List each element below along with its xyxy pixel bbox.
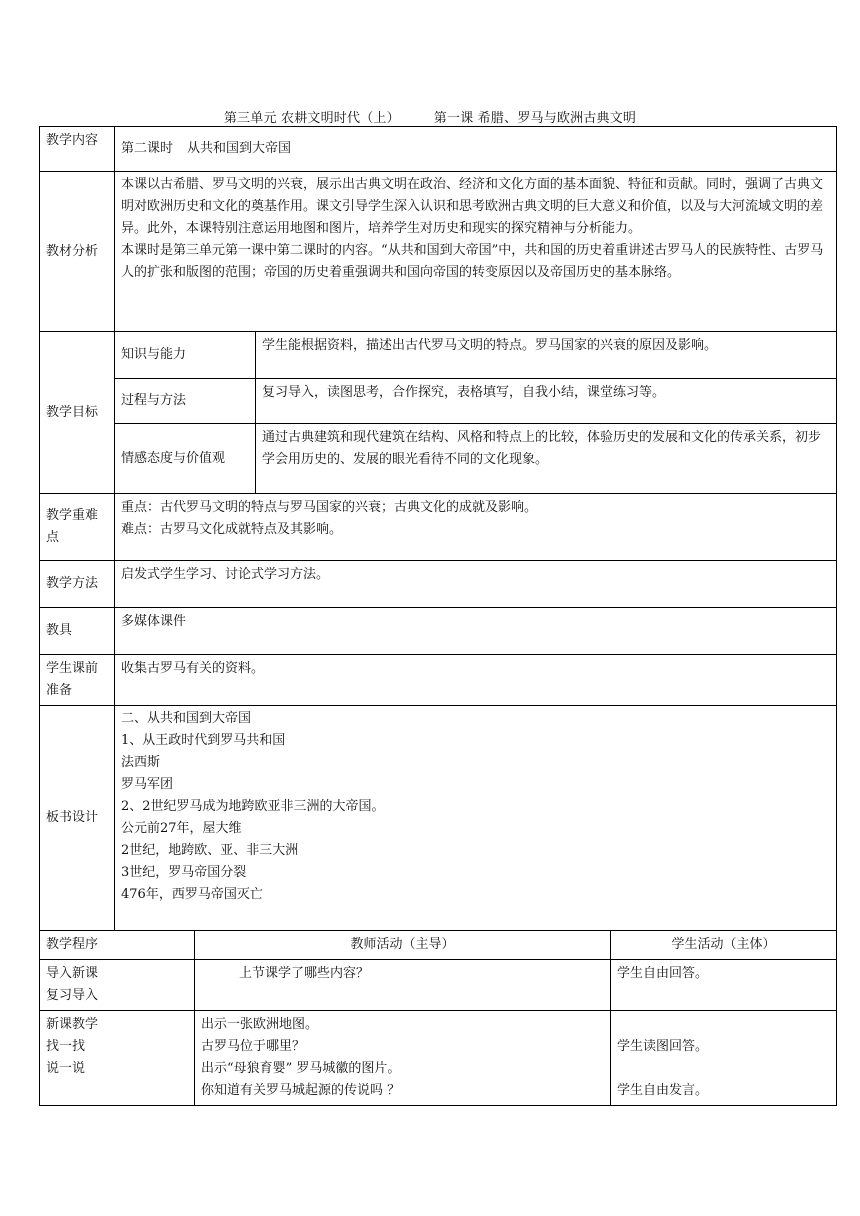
board-line: 罗马军团: [121, 777, 174, 792]
procedure-header-stage: 教学程序: [40, 931, 195, 960]
analysis-label: 教材分析: [40, 172, 115, 332]
objective-text-1: 学生能根据资料，描述出古代罗马文明的特点。罗马国家的兴衰的原因及影响。: [256, 332, 837, 379]
stage-line: 说一说: [46, 1061, 86, 1076]
objectives-label: 教学目标: [40, 332, 115, 494]
procedure-stage-2: [40, 1011, 195, 1106]
procedure-header-student: 学生活动（主体）: [611, 931, 837, 960]
board-line: 二、从共和国到大帝国: [121, 711, 252, 726]
focus-text: 重点：古代罗马文明的特点与罗马国家的兴衰；古典文化的成就及影响。: [121, 500, 538, 515]
content-value: [115, 127, 837, 172]
key-points-value: [115, 494, 837, 561]
page-title: [0, 107, 860, 126]
tools-label: 教具: [40, 608, 115, 655]
board-line: 法西斯: [121, 755, 161, 770]
prep-row: [40, 655, 837, 706]
teacher-line: 出示“母狼育婴” 罗马城徽的图片。: [201, 1061, 401, 1076]
analysis-value: [115, 172, 837, 332]
board-line: 2世纪，地跨欧、亚、非三大洲: [121, 843, 299, 858]
method-row: [40, 561, 837, 608]
key-points-label: 教学重难点: [40, 494, 115, 561]
student-line: 学生自由回答。: [617, 966, 709, 981]
procedure-row-1: [40, 960, 837, 1011]
analysis-paragraph-2: 本课时是第三单元第一课中第二课时的内容。“从共和国到大帝国”中，共和国的历史着重讲述古罗马人的民族特性、古罗马人的扩张和版图的范围；帝国的历史着重强调共和国向帝国的转变原因以及帝国历史的基本脉络。: [121, 243, 824, 280]
prep-value: 收集古罗马有关的资料。: [115, 655, 837, 706]
procedure-header-teacher: 教师活动（主导）: [195, 931, 611, 960]
objective-name-2: 过程与方法: [115, 379, 256, 424]
topic: 从共和国到大帝国: [187, 141, 292, 156]
board-line: 1、从王政时代到罗马共和国: [121, 733, 286, 748]
method-value: 启发式学生学习、讨论式学习方法。: [115, 561, 837, 608]
stage-line: 新课教学: [46, 1017, 99, 1032]
board-line: 2、2世纪罗马成为地跨欧亚非三洲的大帝国。: [121, 799, 385, 814]
board-label: 板书设计: [40, 706, 115, 931]
prep-label: 学生课前准备: [40, 655, 115, 706]
objective-text-2: 复习导入，读图思考，合作探究，表格填写，自我小结，课堂练习等。: [256, 379, 837, 424]
lesson-title: 第一课 希腊、罗马与欧洲古典文明: [433, 111, 637, 126]
objective-name-3: 情感态度与价值观: [115, 424, 256, 494]
content-row: [40, 127, 837, 172]
objective-name-1: 知识与能力: [115, 332, 256, 379]
stage-line: 找一找: [46, 1039, 86, 1054]
procedure-teacher-1: [195, 960, 611, 1011]
unit-title: 第三单元 农耕文明时代（上）: [223, 111, 400, 126]
procedure-student-1: [611, 960, 837, 1011]
student-line: 学生自由发言。: [617, 1083, 709, 1098]
procedure-header-row: [40, 931, 837, 960]
board-value: [115, 706, 837, 931]
lesson-plan-table: [39, 126, 837, 1106]
teacher-line: 上节课学了哪些内容？: [239, 966, 370, 981]
objective-row-3: [40, 424, 837, 494]
difficulty-text: 难点：古罗马文化成就特点及其影响。: [121, 522, 343, 537]
student-line: 学生读图回答。: [617, 1039, 709, 1054]
content-label: 教学内容: [40, 127, 115, 172]
stage-line: 复习导入: [46, 988, 99, 1003]
board-line: 476年，西罗马帝国灭亡: [121, 887, 263, 902]
teacher-line: 你知道有关罗马城起源的传说吗 ？: [201, 1083, 401, 1098]
teacher-line: 出示一张欧洲地图。: [201, 1017, 319, 1032]
procedure-teacher-2: [195, 1011, 611, 1106]
tools-value: 多媒体课件: [115, 608, 837, 655]
procedure-row-2: [40, 1011, 837, 1106]
board-row: [40, 706, 837, 931]
teacher-line: 古罗马位于哪里？: [201, 1039, 306, 1054]
tools-row: [40, 608, 837, 655]
objective-row-1: [40, 332, 837, 379]
board-line: 公元前27年，屋大维: [121, 821, 242, 836]
key-points-row: [40, 494, 837, 561]
procedure-student-2: [611, 1011, 837, 1106]
procedure-stage-1: [40, 960, 195, 1011]
objective-row-2: [40, 379, 837, 424]
objective-text-3: 通过古典建筑和现代建筑在结构、风格和特点上的比较，体验历史的发展和文化的传承关系，初步学会用历史的、发展的眼光看待不同的文化现象。: [256, 424, 837, 494]
analysis-paragraph-1: 本课以古希腊、罗马文明的兴衰，展示出古典文明在政治、经济和文化方面的基本面貌、特征和贡献。同时，强调了古典文明对欧洲历史和文化的奠基作用。课文引导学生深入认识和思考欧洲古典文明的巨大意义和价值，以及与大河流域文明的差异。此外，本课特别注意运用地图和图片，培养学生对历史和现实的探究精神与分析能力。: [121, 177, 824, 236]
stage-line: 导入新课: [46, 966, 99, 981]
board-line: 3世纪，罗马帝国分裂: [121, 865, 247, 880]
period: 第二课时: [121, 141, 174, 156]
method-label: 教学方法: [40, 561, 115, 608]
analysis-row: [40, 172, 837, 332]
